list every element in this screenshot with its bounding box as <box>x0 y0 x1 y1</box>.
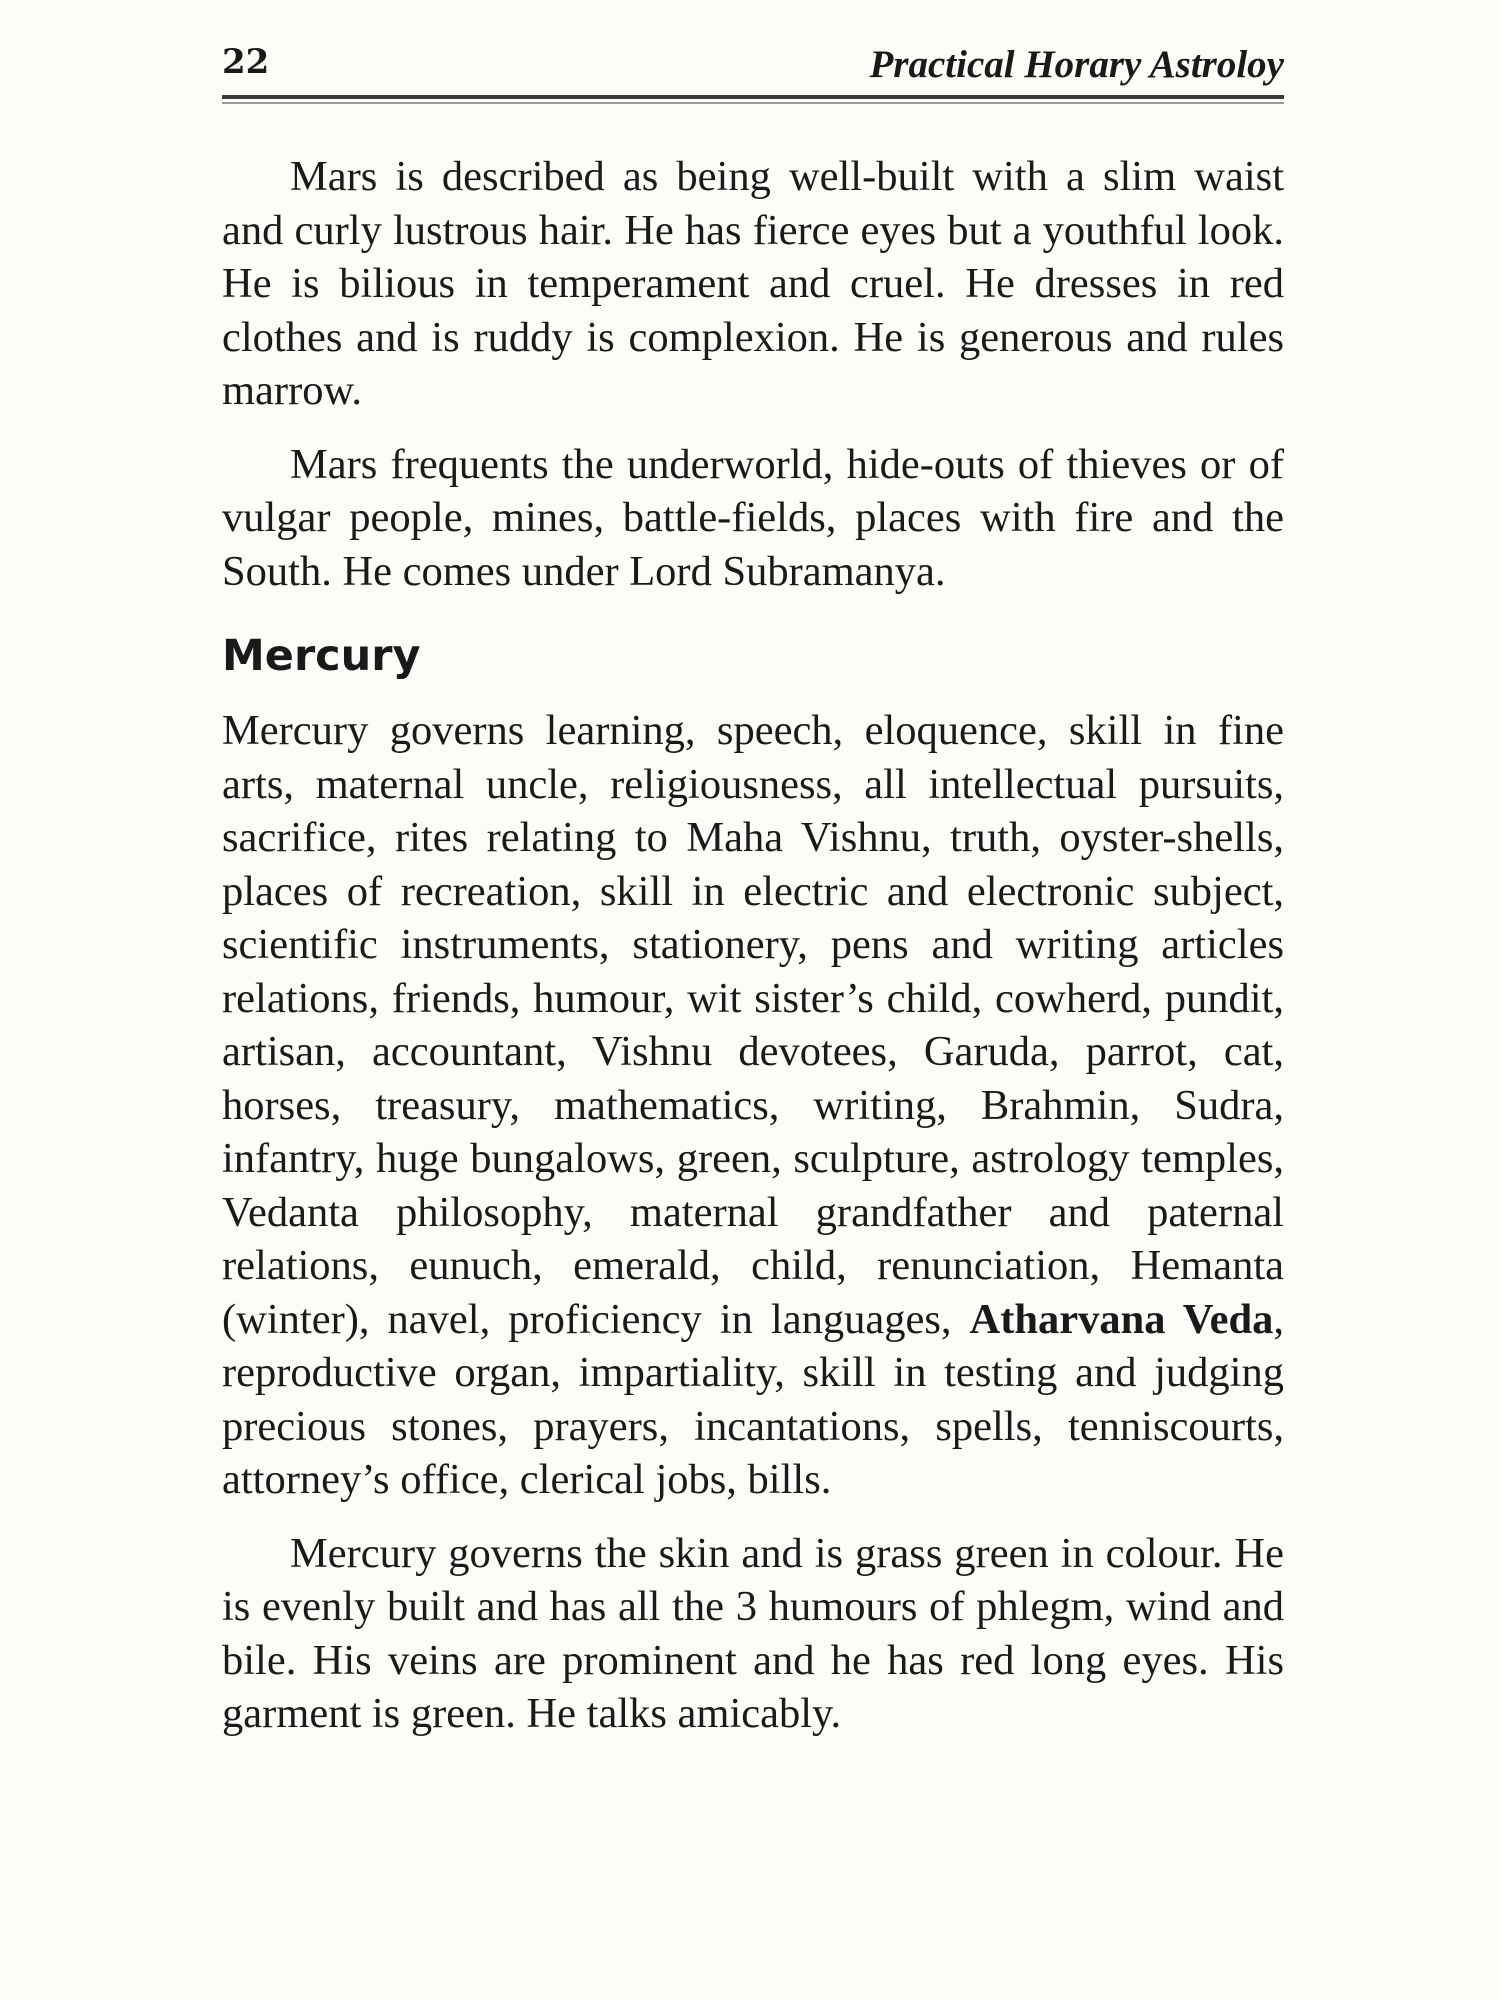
paragraph-mercury-description: Mercury governs the skin and is grass green in colour. He is evenly built and has all the 3 humours of phlegm, wind and bile. His veins are prominent and he has red long eyes. His garment is green. He talks amicably. <box>222 1529 1284 1737</box>
paragraph-mars-description: Mars is described as being well-built with a slim waist and curly lustrous hair. He has fierce eyes but a youthful look. He is bilious in temperament and cruel. He dresses in red clothes and is ruddy is complexion. He is generous and rules marrow. <box>222 153 1284 414</box>
paragraph-mars-haunts: Mars frequents the underworld, hide-outs of thieves or of vulgar people, mines, battle-fields, places with fire and the South. He comes under Lord Subramanya. <box>222 440 1284 595</box>
running-title: Practical Horary Astroloy <box>869 43 1284 86</box>
body-text <box>222 150 1284 1741</box>
significations-text-before: Mercury governs learning, speech, eloquence, skill in fine arts, maternal uncle, religiousness, all intellectual pursuits, sacrifice, rites relating to Maha Vishnu, truth, oyster-shells, places of recreation, skill in electric and electronic subject, scientific instruments, stationery, pens and writing articles relations, friends, humour, wit sister’s child, cowherd, pundit, artisan, accountant, Vishnu devotees, Garuda, parrot, cat, horses, treasury, mathematics, writing, Brahmin, Sudra, infantry, huge bungalows, green, sculpture, astrology temples, Vedanta philosophy, maternal grandfather and paternal relations, eunuch, emerald, child, renunciation, Hemanta (winter), navel, proficiency in languages, <box>222 707 1284 1343</box>
page-number: 22 <box>222 42 270 82</box>
significations-text-after: , reproductive organ, impartiality, skill in testing and judging precious stones, prayers, incantations, spells, tenniscourts, attorney’s office, clerical jobs, bills. <box>222 1295 1284 1503</box>
section-heading-mercury: Mercury <box>222 631 421 681</box>
significations-text-bold: Atharvana Veda <box>969 1295 1274 1343</box>
header-rule <box>222 95 1284 99</box>
paragraph-mercury-significations <box>222 704 1284 1507</box>
header-rule-thin <box>222 102 1284 104</box>
running-head <box>222 40 1284 90</box>
